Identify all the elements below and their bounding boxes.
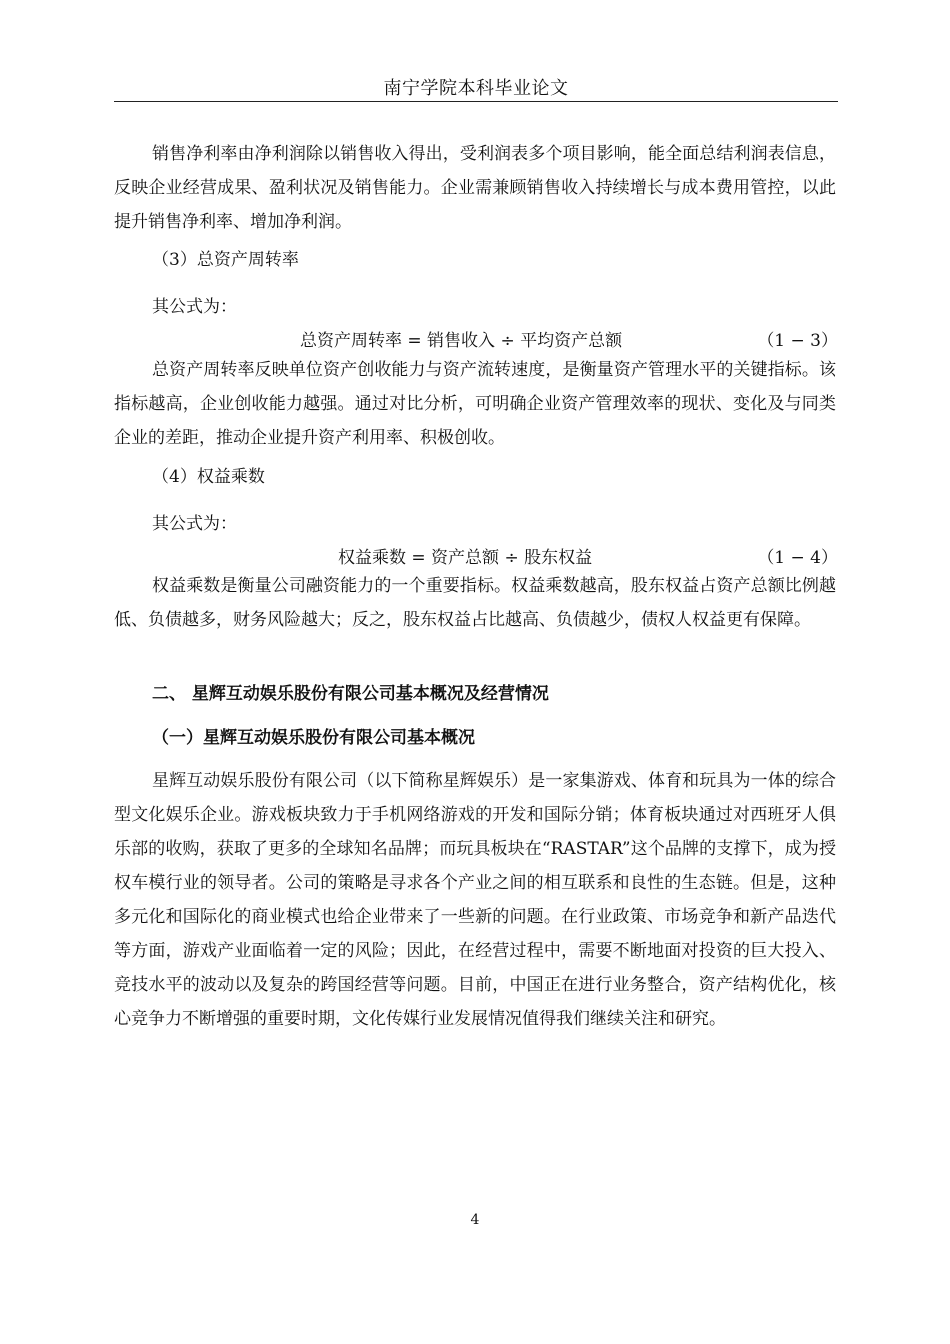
formula-equity-multiplier: 权益乘数 = 资产总额 ÷ 股东权益 [338, 548, 593, 568]
header-divider [114, 101, 838, 102]
page-number: 4 [470, 1212, 480, 1228]
formula-intro: 其公式为： [152, 297, 237, 317]
formula-total-asset-turnover: 总资产周转率 = 销售收入 ÷ 平均资产总额 [300, 331, 623, 351]
paragraph-net-profit-margin: 销售净利率由净利润除以销售收入得出，受利润表多个项目影响，能全面总结利润表信息，反映企业经营成果、盈利状况及销售能力。企业需兼顾销售收入持续增长与成本费用管控，以此提升销售净利率、增加净利润。 [114, 144, 836, 232]
formula-intro: 其公式为： [152, 514, 237, 534]
paragraph-total-asset-turnover: 总资产周转率反映单位资产创收能力与资产流转速度，是衡量资产管理水平的关键指标。该指标越高，企业创收能力越强。通过对比分析，可明确企业资产管理效率的现状、变化及与同类企业的差距，推动企业提升资产利用率、积极创收。 [114, 360, 836, 448]
paragraph-company-overview: 星辉互动娱乐股份有限公司（以下简称星辉娱乐）是一家集游戏、体育和玩具为一体的综合型文化娱乐企业。游戏板块致力于手机网络游戏的开发和国际分销；体育板块通过对西班牙人俱乐部的收购，获取了更多的全球知名品牌；而玩具板块在“RASTAR”这个品牌的支撑下，成为授权车模行业的领导者。公司的策略是寻求各个产业之间的相互联系和良性的生态链。但是，这种多元化和国际化的商业模式也给企业带来了一些新的问题。在行业政策、市场竞争和新产品迭代等方面，游戏产业面临着一定的风险；因此，在经营过程中，需要不断地面对投资的巨大投入、竞技水平的波动以及复杂的跨国经营等问题。目前，中国正在进行业务整合，资产结构优化，核心竞争力不断增强的重要时期，文化传媒行业发展情况值得我们继续关注和研究。 [114, 771, 836, 1029]
subsection-heading: （一）星辉互动娱乐股份有限公司基本概况 [152, 728, 475, 748]
paragraph-equity-multiplier: 权益乘数是衡量公司融资能力的一个重要指标。权益乘数越高，股东权益占资产总额比例越低、负债越多，财务风险越大；反之，股东权益占比越高、负债越少，债权人权益更有保障。 [114, 576, 836, 630]
heading-equity-multiplier: （4）权益乘数 [152, 467, 265, 487]
formula-number: （1 − 4） [757, 548, 838, 568]
heading-total-asset-turnover: （3）总资产周转率 [152, 250, 299, 270]
page-header-title: 南宁学院本科毕业论文 [383, 78, 569, 99]
section-heading: 二、 星辉互动娱乐股份有限公司基本概况及经营情况 [152, 684, 549, 704]
formula-number: （1 − 3） [757, 331, 838, 351]
